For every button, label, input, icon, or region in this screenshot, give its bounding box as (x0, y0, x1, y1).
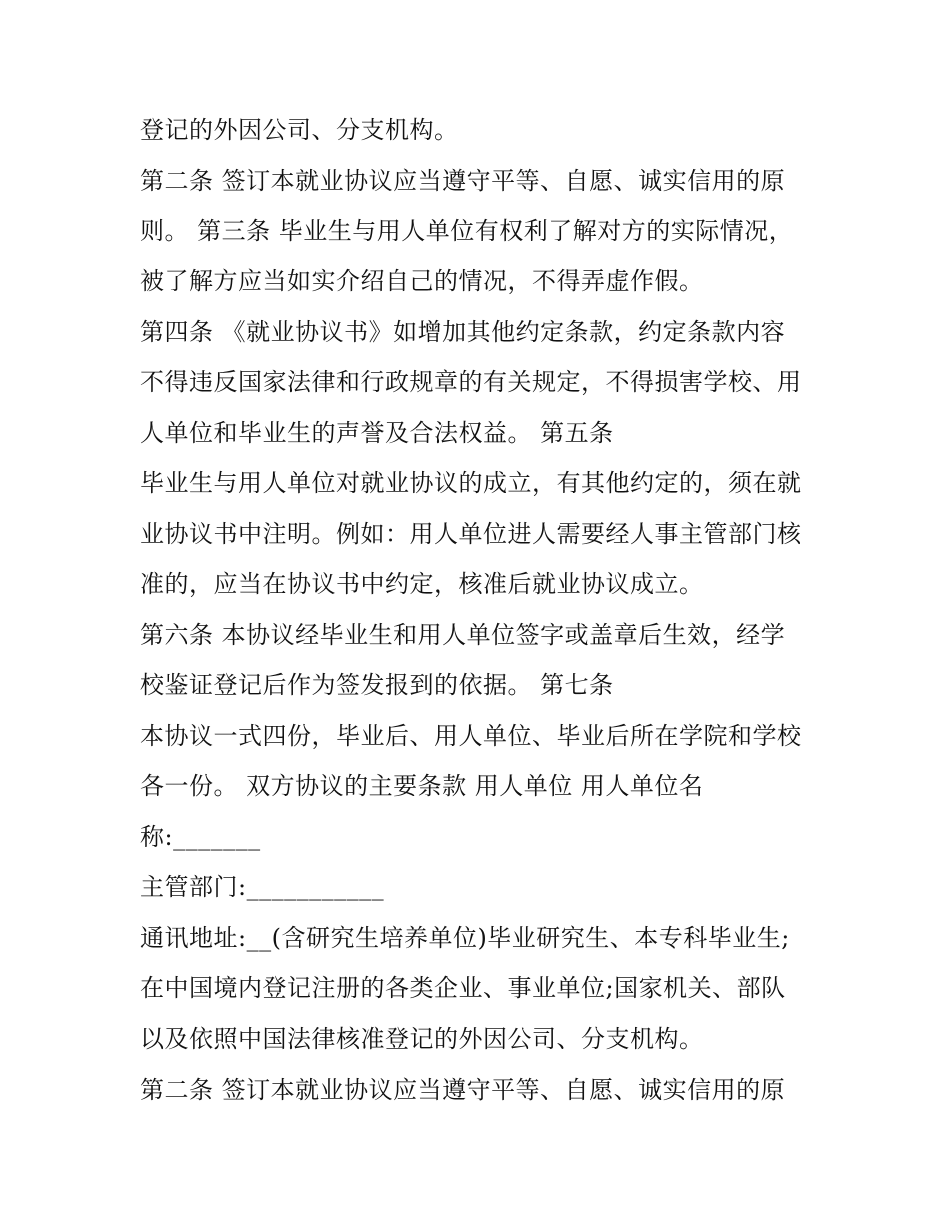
text-line: 通讯地址:__(含研究生培养单位)毕业研究生、本专科毕业生; (140, 924, 790, 952)
text-line: 本协议一式四份，毕业后、用人单位、毕业后所在学院和学校 (140, 722, 802, 750)
text-line: 准的，应当在协议书中约定，核准后就业协议成立。 (140, 570, 704, 598)
text-line: 业协议书中注明。例如：用人单位进人需要经人事主管部门核 (140, 520, 802, 548)
text-line: 登记的外因公司、分支机构。 (140, 116, 459, 144)
text-line: 校鉴证登记后作为签发报到的依据。 第七条 (140, 671, 614, 699)
text-line: 各一份。 双方协议的主要条款 用人单位 用人单位名 (140, 772, 704, 800)
text-line: 被了解方应当如实介绍自己的情况，不得弄虚作假。 (140, 267, 704, 295)
text-line: 第二条 签订本就业协议应当遵守平等、自愿、诚实信用的原 (140, 1076, 786, 1104)
text-line: 第二条 签订本就业协议应当遵守平等、自愿、诚实信用的原 (140, 167, 786, 195)
text-line: 人单位和毕业生的声誉及合法权益。 第五条 (140, 419, 614, 447)
text-line: 第六条 本协议经毕业生和用人单位签字或盖章后生效，经学 (140, 621, 786, 649)
text-line: 第四条 《就业协议书》如增加其他约定条款，约定条款内容 (140, 318, 786, 346)
text-line: 在中国境内登记注册的各类企业、事业单位;国家机关、部队 (140, 974, 786, 1002)
text-line: 毕业生与用人单位对就业协议的成立，有其他约定的，须在就 (140, 469, 802, 497)
text-line: 则。 第三条 毕业生与用人单位有权利了解对方的实际情况， (140, 217, 794, 245)
text-line: 不得违反国家法律和行政规章的有关规定，不得损害学校、用 (140, 368, 802, 396)
text-line: 主管部门:___________ (140, 873, 385, 901)
text-line: 称:_______ (140, 823, 261, 851)
text-line: 以及依照中国法律核准登记的外因公司、分支机构。 (140, 1025, 704, 1053)
